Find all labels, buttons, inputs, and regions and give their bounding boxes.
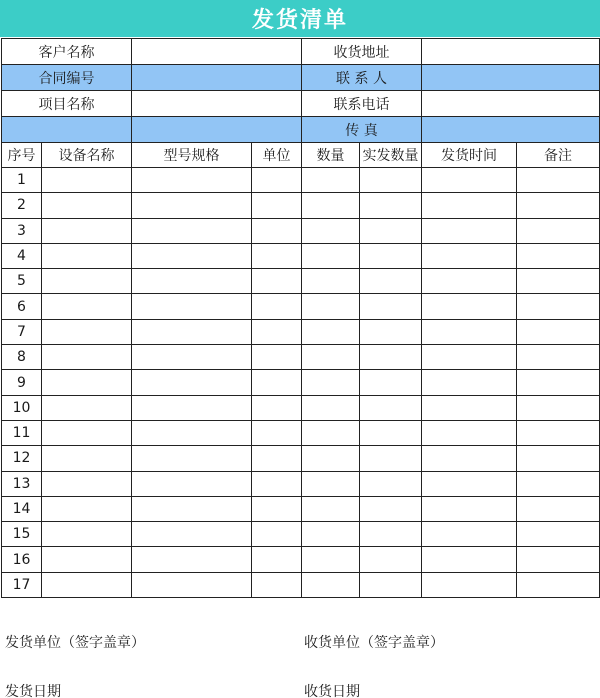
ship-time-cell[interactable] xyxy=(422,218,517,243)
remarks-cell[interactable] xyxy=(517,471,600,496)
info-row-contract xyxy=(2,65,600,91)
actual-qty-cell[interactable] xyxy=(360,168,422,193)
remarks-cell[interactable] xyxy=(517,345,600,370)
contact-label: 联 系 人 xyxy=(302,65,422,91)
receiver-unit-label: 收货单位（签字盖章） xyxy=(304,635,444,651)
qty-cell[interactable] xyxy=(302,345,360,370)
unit-cell[interactable] xyxy=(252,572,302,597)
remarks-cell[interactable] xyxy=(517,572,600,597)
remarks-cell[interactable] xyxy=(517,243,600,268)
item-rows xyxy=(2,168,600,598)
table-row xyxy=(2,243,600,268)
seq-cell: 5 xyxy=(2,269,42,294)
seq-cell: 3 xyxy=(2,218,42,243)
contract-no-label: 合同编号 xyxy=(2,65,132,91)
seq-cell: 4 xyxy=(2,243,42,268)
qty-cell[interactable] xyxy=(302,420,360,445)
ship-time-cell[interactable] xyxy=(422,243,517,268)
model-spec-cell[interactable] xyxy=(132,522,252,547)
device-name-cell[interactable] xyxy=(42,496,132,521)
column-header-row xyxy=(2,143,600,168)
device-name-cell[interactable] xyxy=(42,294,132,319)
seq-cell: 8 xyxy=(2,345,42,370)
phone-label: 联系电话 xyxy=(302,91,422,117)
unit-cell[interactable] xyxy=(252,319,302,344)
fax-blank-mid xyxy=(132,117,302,143)
qty-cell[interactable] xyxy=(302,446,360,471)
remarks-cell[interactable] xyxy=(517,420,600,445)
qty-cell[interactable] xyxy=(302,193,360,218)
remarks-cell[interactable] xyxy=(517,446,600,471)
device-name-cell[interactable] xyxy=(42,319,132,344)
model-spec-cell[interactable] xyxy=(132,471,252,496)
ship-date-label: 发货日期 xyxy=(5,684,61,698)
ship-time-cell[interactable] xyxy=(422,522,517,547)
fax-label: 传 真 xyxy=(302,117,422,143)
device-name-cell[interactable] xyxy=(42,218,132,243)
seq-cell: 15 xyxy=(2,522,42,547)
col-header-device: 设备名称 xyxy=(42,143,132,168)
model-spec-cell[interactable] xyxy=(132,572,252,597)
seq-cell: 9 xyxy=(2,370,42,395)
table-row xyxy=(2,471,600,496)
ship-time-cell[interactable] xyxy=(422,547,517,572)
table-row xyxy=(2,294,600,319)
seq-cell: 2 xyxy=(2,193,42,218)
device-name-cell[interactable] xyxy=(42,269,132,294)
model-spec-cell[interactable] xyxy=(132,168,252,193)
fax-field[interactable] xyxy=(422,117,600,143)
qty-cell[interactable] xyxy=(302,243,360,268)
seq-cell: 17 xyxy=(2,572,42,597)
actual-qty-cell[interactable] xyxy=(360,193,422,218)
unit-cell[interactable] xyxy=(252,446,302,471)
model-spec-cell[interactable] xyxy=(132,243,252,268)
remarks-cell[interactable] xyxy=(517,370,600,395)
table-row xyxy=(2,395,600,420)
table-row xyxy=(2,319,600,344)
qty-cell[interactable] xyxy=(302,294,360,319)
col-header-seq: 序号 xyxy=(2,143,42,168)
unit-cell[interactable] xyxy=(252,395,302,420)
col-header-model: 型号规格 xyxy=(132,143,252,168)
unit-cell[interactable] xyxy=(252,218,302,243)
sender-unit-label: 发货单位（签字盖章） xyxy=(5,635,145,651)
actual-qty-cell[interactable] xyxy=(360,547,422,572)
remarks-cell[interactable] xyxy=(517,193,600,218)
ship-time-cell[interactable] xyxy=(422,193,517,218)
customer-name-field[interactable] xyxy=(132,39,302,65)
seq-cell: 10 xyxy=(2,395,42,420)
ship-time-cell[interactable] xyxy=(422,294,517,319)
model-spec-cell[interactable] xyxy=(132,319,252,344)
qty-cell[interactable] xyxy=(302,547,360,572)
seq-cell: 12 xyxy=(2,446,42,471)
table-row xyxy=(2,269,600,294)
ship-time-cell[interactable] xyxy=(422,420,517,445)
actual-qty-cell[interactable] xyxy=(360,218,422,243)
unit-cell[interactable] xyxy=(252,420,302,445)
remarks-cell[interactable] xyxy=(517,547,600,572)
page-title: 发货清单 xyxy=(0,0,600,37)
device-name-cell[interactable] xyxy=(42,395,132,420)
model-spec-cell[interactable] xyxy=(132,218,252,243)
actual-qty-cell[interactable] xyxy=(360,420,422,445)
table-row xyxy=(2,547,600,572)
remarks-cell[interactable] xyxy=(517,319,600,344)
contract-no-field[interactable] xyxy=(132,65,302,91)
col-header-ship-time: 发货时间 xyxy=(422,143,517,168)
col-header-qty: 数量 xyxy=(302,143,360,168)
info-row-fax xyxy=(2,117,600,143)
model-spec-cell[interactable] xyxy=(132,496,252,521)
ship-to-label: 收货地址 xyxy=(302,39,422,65)
seq-cell: 1 xyxy=(2,168,42,193)
ship-to-field[interactable] xyxy=(422,39,600,65)
remarks-cell[interactable] xyxy=(517,294,600,319)
qty-cell[interactable] xyxy=(302,168,360,193)
remarks-cell[interactable] xyxy=(517,168,600,193)
ship-time-cell[interactable] xyxy=(422,446,517,471)
actual-qty-cell[interactable] xyxy=(360,319,422,344)
ship-time-cell[interactable] xyxy=(422,269,517,294)
remarks-cell[interactable] xyxy=(517,522,600,547)
unit-cell[interactable] xyxy=(252,471,302,496)
remarks-cell[interactable] xyxy=(517,395,600,420)
device-name-cell[interactable] xyxy=(42,446,132,471)
table-row xyxy=(2,420,600,445)
device-name-cell[interactable] xyxy=(42,547,132,572)
device-name-cell[interactable] xyxy=(42,522,132,547)
device-name-cell[interactable] xyxy=(42,345,132,370)
unit-cell[interactable] xyxy=(252,294,302,319)
project-name-label: 项目名称 xyxy=(2,91,132,117)
info-row-project xyxy=(2,91,600,117)
actual-qty-cell[interactable] xyxy=(360,572,422,597)
qty-cell[interactable] xyxy=(302,370,360,395)
remarks-cell[interactable] xyxy=(517,496,600,521)
model-spec-cell[interactable] xyxy=(132,345,252,370)
ship-time-cell[interactable] xyxy=(422,496,517,521)
qty-cell[interactable] xyxy=(302,319,360,344)
actual-qty-cell[interactable] xyxy=(360,294,422,319)
seq-cell: 13 xyxy=(2,471,42,496)
actual-qty-cell[interactable] xyxy=(360,370,422,395)
qty-cell[interactable] xyxy=(302,269,360,294)
device-name-cell[interactable] xyxy=(42,193,132,218)
shipping-list-table xyxy=(1,38,600,598)
seq-cell: 11 xyxy=(2,420,42,445)
col-header-unit: 单位 xyxy=(252,143,302,168)
ship-time-cell[interactable] xyxy=(422,572,517,597)
table-row xyxy=(2,345,600,370)
qty-cell[interactable] xyxy=(302,522,360,547)
device-name-cell[interactable] xyxy=(42,471,132,496)
actual-qty-cell[interactable] xyxy=(360,471,422,496)
model-spec-cell[interactable] xyxy=(132,193,252,218)
device-name-cell[interactable] xyxy=(42,572,132,597)
model-spec-cell[interactable] xyxy=(132,269,252,294)
model-spec-cell[interactable] xyxy=(132,370,252,395)
ship-time-cell[interactable] xyxy=(422,345,517,370)
device-name-cell[interactable] xyxy=(42,168,132,193)
unit-cell[interactable] xyxy=(252,345,302,370)
unit-cell[interactable] xyxy=(252,193,302,218)
unit-cell[interactable] xyxy=(252,496,302,521)
ship-time-cell[interactable] xyxy=(422,370,517,395)
actual-qty-cell[interactable] xyxy=(360,522,422,547)
model-spec-cell[interactable] xyxy=(132,294,252,319)
table-row xyxy=(2,496,600,521)
project-name-field[interactable] xyxy=(132,91,302,117)
model-spec-cell[interactable] xyxy=(132,395,252,420)
customer-name-label: 客户名称 xyxy=(2,39,132,65)
actual-qty-cell[interactable] xyxy=(360,395,422,420)
unit-cell[interactable] xyxy=(252,522,302,547)
unit-cell[interactable] xyxy=(252,168,302,193)
device-name-cell[interactable] xyxy=(42,243,132,268)
fax-blank-left xyxy=(2,117,132,143)
qty-cell[interactable] xyxy=(302,496,360,521)
table-row xyxy=(2,218,600,243)
ship-time-cell[interactable] xyxy=(422,395,517,420)
model-spec-cell[interactable] xyxy=(132,446,252,471)
ship-time-cell[interactable] xyxy=(422,471,517,496)
table-row xyxy=(2,370,600,395)
qty-cell[interactable] xyxy=(302,572,360,597)
table-row xyxy=(2,572,600,597)
qty-cell[interactable] xyxy=(302,471,360,496)
table-row xyxy=(2,168,600,193)
seq-cell: 7 xyxy=(2,319,42,344)
table-row xyxy=(2,193,600,218)
col-header-remarks: 备注 xyxy=(517,143,600,168)
actual-qty-cell[interactable] xyxy=(360,243,422,268)
qty-cell[interactable] xyxy=(302,218,360,243)
seq-cell: 6 xyxy=(2,294,42,319)
remarks-cell[interactable] xyxy=(517,269,600,294)
unit-cell[interactable] xyxy=(252,243,302,268)
actual-qty-cell[interactable] xyxy=(360,496,422,521)
unit-cell[interactable] xyxy=(252,269,302,294)
remarks-cell[interactable] xyxy=(517,218,600,243)
unit-cell[interactable] xyxy=(252,547,302,572)
actual-qty-cell[interactable] xyxy=(360,345,422,370)
model-spec-cell[interactable] xyxy=(132,420,252,445)
device-name-cell[interactable] xyxy=(42,420,132,445)
ship-time-cell[interactable] xyxy=(422,168,517,193)
qty-cell[interactable] xyxy=(302,395,360,420)
seq-cell: 14 xyxy=(2,496,42,521)
contact-field[interactable] xyxy=(422,65,600,91)
phone-field[interactable] xyxy=(422,91,600,117)
model-spec-cell[interactable] xyxy=(132,547,252,572)
col-header-actual-qty: 实发数量 xyxy=(360,143,422,168)
actual-qty-cell[interactable] xyxy=(360,446,422,471)
actual-qty-cell[interactable] xyxy=(360,269,422,294)
table-row xyxy=(2,446,600,471)
ship-time-cell[interactable] xyxy=(422,319,517,344)
device-name-cell[interactable] xyxy=(42,370,132,395)
seq-cell: 16 xyxy=(2,547,42,572)
table-row xyxy=(2,522,600,547)
info-row-customer xyxy=(2,39,600,65)
unit-cell[interactable] xyxy=(252,370,302,395)
receive-date-label: 收货日期 xyxy=(304,684,360,698)
